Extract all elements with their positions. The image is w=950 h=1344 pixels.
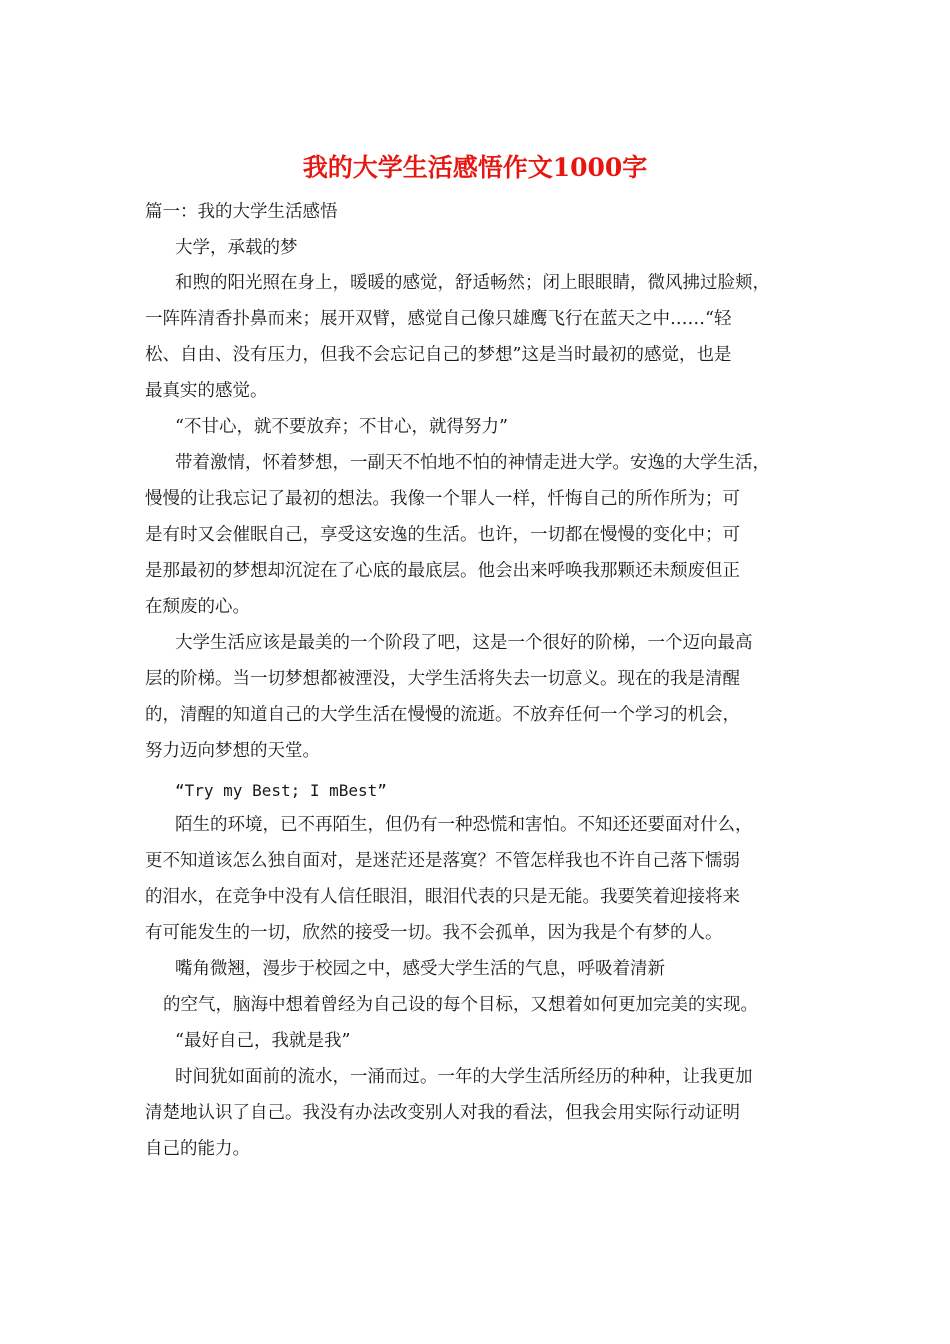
text-line: 努力迈向梦想的天堂。 [145, 741, 320, 761]
quote-line: “Try my Best; I mBest” [175, 781, 387, 800]
text-line: 的空气，脑海中想着曾经为自己设的每个目标，又想着如何更加完美的实现。 [163, 995, 758, 1015]
text-line: 陌生的环境，已不再陌生，但仍有一种恐慌和害怕。不知还还要面对什么， [175, 815, 753, 835]
text-line: 的，清醒的知道自己的大学生活在慢慢的流逝。不放弃任何一个学习的机会， [145, 705, 740, 725]
text-line: 时间犹如面前的流水，一涌而过。一年的大学生活所经历的种种，让我更加 [175, 1067, 753, 1087]
text-line: 自己的能力。 [145, 1139, 250, 1159]
text-line: 是那最初的梦想却沉淀在了心底的最底层。他会出来呼唤我那颗还未颓废但正 [145, 561, 740, 581]
text-line: 清楚地认识了自己。我没有办法改变别人对我的看法，但我会用实际行动证明 [145, 1103, 740, 1123]
text-line: 最真实的感觉。 [145, 381, 268, 401]
text-line: 带着激情，怀着梦想，一副天不怕地不怕的神情走进大学。安逸的大学生活， [175, 453, 770, 473]
text-line: 大学生活应该是最美的一个阶段了吧，这是一个很好的阶梯，一个迈向最高 [175, 633, 753, 653]
text-line: 和煦的阳光照在身上，暖暖的感觉，舒适畅然；闭上眼眼睛，微风拂过脸颊， [175, 273, 770, 293]
text-line: 嘴角微翘，漫步于校园之中，感受大学生活的气息，呼吸着清新 [175, 959, 665, 979]
text-line: 松、自由、没有压力，但我不会忘记自己的梦想”这是当时最初的感觉，也是 [145, 345, 732, 365]
text-line: 在颓废的心。 [145, 597, 250, 617]
text-line: 是有时又会催眠自己，享受这安逸的生活。也许，一切都在慢慢的变化中；可 [145, 525, 740, 545]
text-line: 层的阶梯。当一切梦想都被湮没，大学生活将失去一切意义。现在的我是清醒 [145, 669, 740, 689]
text-line: 更不知道该怎么独自面对，是迷茫还是落寞？不管怎样我也不许自己落下懦弱 [145, 851, 740, 871]
quote-line: “不甘心，就不要放弃；不甘心，就得努力” [175, 417, 508, 437]
quote-line: “最好自己，我就是我” [175, 1031, 351, 1051]
text-line: 慢慢的让我忘记了最初的想法。我像一个罪人一样，忏悔自己的所作所为；可 [145, 489, 740, 509]
section-heading: 篇一：我的大学生活感悟 [145, 202, 338, 222]
text-line: 一阵阵清香扑鼻而来；展开双臂，感觉自己像只雄鹰飞行在蓝天之中……“轻 [145, 309, 732, 329]
text-line: 有可能发生的一切，欣然的接受一切。我不会孤单，因为我是个有梦的人。 [145, 923, 723, 943]
text-line: 大学，承载的梦 [175, 238, 298, 258]
document-title: 我的大学生活感悟作文1000字 [302, 153, 648, 182]
text-line: 的泪水，在竞争中没有人信任眼泪，眼泪代表的只是无能。我要笑着迎接将来 [145, 887, 740, 907]
